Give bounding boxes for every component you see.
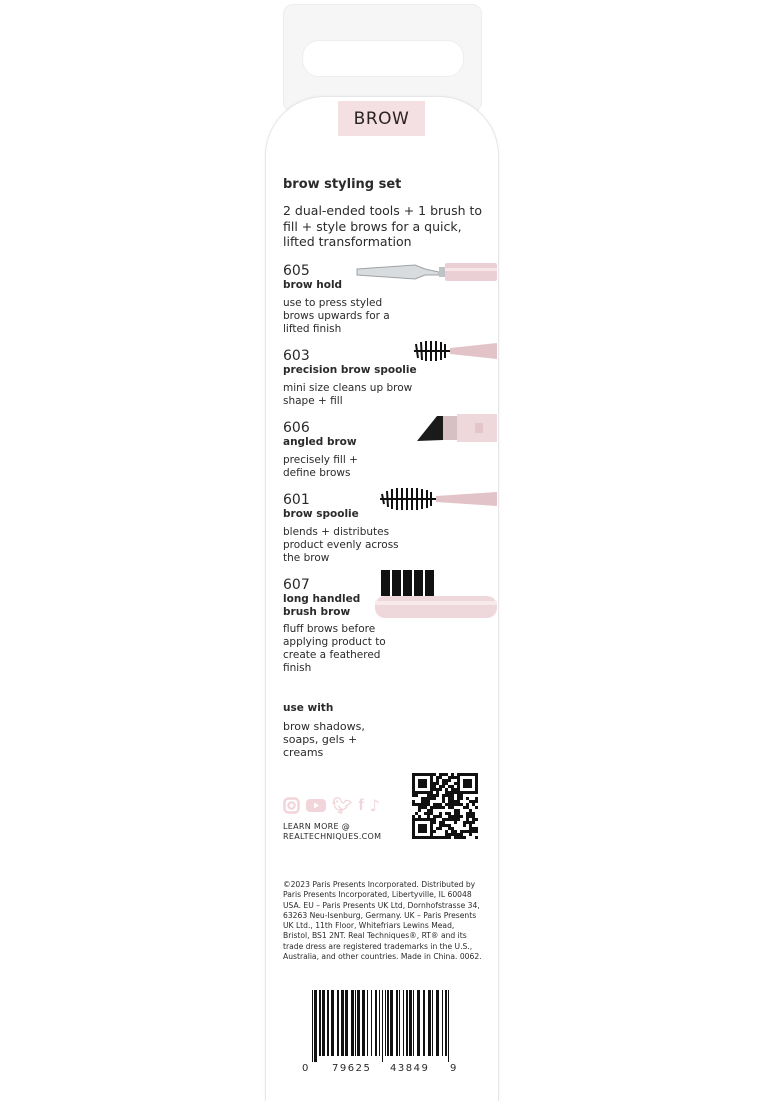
brow-hold-tool-image [355,260,497,284]
brush-brow-tool-image [373,568,497,620]
barcode-last-digit: 9 [450,1063,457,1074]
barcode-left-digits: 79625 [332,1063,372,1074]
hang-hole [302,40,464,77]
barcode-first-digit: 0 [302,1063,309,1074]
tool-description: precisely fill + define brows [283,453,358,479]
product-intro: 2 dual-ended tools + 1 brush to fill + style brows for a quick, lifted transformation [283,203,483,249]
youtube-icon[interactable] [306,798,326,813]
facebook-icon[interactable]: f [358,796,364,814]
learn-more-line: LEARN MORE @ [283,822,351,831]
qr-code[interactable] [412,773,478,839]
tool-number: 601 [283,492,310,508]
barcode-right-digits: 43849 [390,1063,430,1074]
tool-name: precision brow spoolie [283,364,417,376]
angled-brush-tool-image [415,413,497,443]
precision-spoolie-tool-image [410,338,497,364]
brow-spoolie-tool-image [378,485,497,513]
tool-description: fluff brows before applying product to create a feathered finish [283,623,386,674]
category-label: BROW [338,101,425,136]
product-title: brow styling set [283,177,402,192]
tool-item [283,348,417,408]
tool-name: long handled brush brow [283,593,361,618]
social-icons [283,796,380,815]
tool-item [283,420,413,480]
tool-number: 606 [283,420,310,436]
tool-description: mini size cleans up brow shape + fill [283,381,413,407]
use-with-heading: use with [283,702,334,714]
legal-text: ©2023 Paris Presents Incorporated. Distributed by Paris Presents Incorporated, Libertyville, IL 60048 USA. EU – Paris Presents UK Ltd, Dornhofstrasse 34, 63263 Neu-Isenburg, Germany. UK – Paris Presents UK Ltd., 11th Floor, Whitefriars Lewins Mead, Bristol, BS1 2NT. Real Techniques®, RT® and its trade dress are registered trademarks in the U.S., Australia, and other countries. Made in China. 0062. [283,880,482,962]
twitter-icon[interactable]: 🐦︎ [332,796,353,815]
tool-name: angled brow [283,436,357,448]
learn-more[interactable] [283,822,381,842]
tool-name: brow spoolie [283,508,359,520]
tool-description: use to press styled brows upwards for a lifted finish [283,296,390,335]
tiktok-icon[interactable]: ♪ [369,796,380,815]
tool-number: 607 [283,577,310,593]
tool-description: blends + distributes product evenly across the brow [283,525,399,564]
website-link[interactable]: REALTECHNIQUES.COM [283,832,382,841]
barcode [312,990,452,1062]
tool-name: brow hold [283,279,343,291]
use-with-text: brow shadows, soaps, gels + creams [283,720,365,759]
tool-number: 603 [283,348,310,364]
instagram-icon[interactable] [283,797,300,814]
tool-number: 605 [283,263,310,279]
